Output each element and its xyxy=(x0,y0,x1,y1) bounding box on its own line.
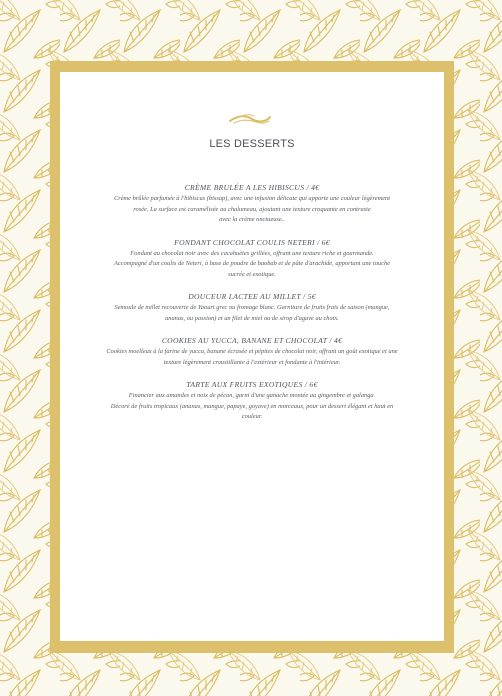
description-line: texture légèrement croustillante à l'extérieur et fondante à l'intérieur. xyxy=(163,358,341,366)
description-line: rosée. La surface est caramélisée au chalumeau, ajoutant une texture croquante en contraste xyxy=(133,205,371,213)
description-line: Semoule de millet recouverte de Yaourt grec ou fromage blanc. Garniture de fruits frais de saison (mangue, xyxy=(114,304,390,311)
menu-item-description xyxy=(68,194,436,226)
menu-item-title: DOUCEUR LACTEE AU MILLET / 5€ xyxy=(188,292,316,301)
menu-item-title: TARTE AUX FRUITS EXOTIQUES / 6€ xyxy=(186,380,318,389)
description-line: Fondant au chocolat noir avec des cacahuètes grillées, offrant une texture riche et gourmande. xyxy=(130,249,374,257)
menu-item-title: COOKIES AU YUCCA, BANANE ET CHOCOLAT / 4€ xyxy=(161,336,343,345)
description-line: sucrée et exotique. xyxy=(228,270,276,278)
menu-item xyxy=(68,335,436,368)
description-line: ananas, ou passion) et un filet de miel ou de sirop d'agave au choix. xyxy=(165,314,339,322)
menu-item-description xyxy=(68,249,436,281)
menu-item-title: FONDANT CHOCOLAT COULIS NETERI / 6€ xyxy=(174,237,330,247)
menu-item xyxy=(68,237,436,281)
description-line: avec la crème onctueuse.. xyxy=(219,216,285,223)
menu-item xyxy=(68,379,436,423)
menu-item xyxy=(68,182,436,226)
description-line: Financier aux amandes et noix de pécan, garni d'une ganache montée au gingembre et galanga. xyxy=(128,392,376,399)
description-line: Décoré de fruits tropicaux (ananas, mangue, papaye, goyave) en morceaux, pour un dessert élégant et haut en xyxy=(110,402,394,410)
description-line: couleur. xyxy=(241,413,263,420)
menu-item-description xyxy=(68,347,436,368)
menu-item-title: CRÈME BRULÉE A LES HIBISCUS / 4€ xyxy=(184,183,320,192)
description-line: Accompagné d'un coulis de Neteri, à base de poudre de baobab et de pâte d'arachide, apportant une touche xyxy=(114,260,390,267)
description-line: Cookies moelleux à la farine de yucca, banane écrasée et pépites de chocolat noir, offrant un goût exotique et une xyxy=(106,348,398,355)
menu-item-description xyxy=(68,303,436,324)
dessert-list xyxy=(68,182,436,434)
gold-wave-ornament-icon xyxy=(228,112,272,126)
menu-card xyxy=(60,72,444,641)
menu-frame xyxy=(50,61,454,653)
menu-item xyxy=(68,291,436,324)
description-line: Crème brûlée parfumée à l'hibiscus (bissap), avec une infusion délicate qui apporte une couleur légèrement xyxy=(113,195,391,202)
menu-title: LES DESSERTS xyxy=(209,138,295,150)
menu-item-description xyxy=(68,391,436,423)
